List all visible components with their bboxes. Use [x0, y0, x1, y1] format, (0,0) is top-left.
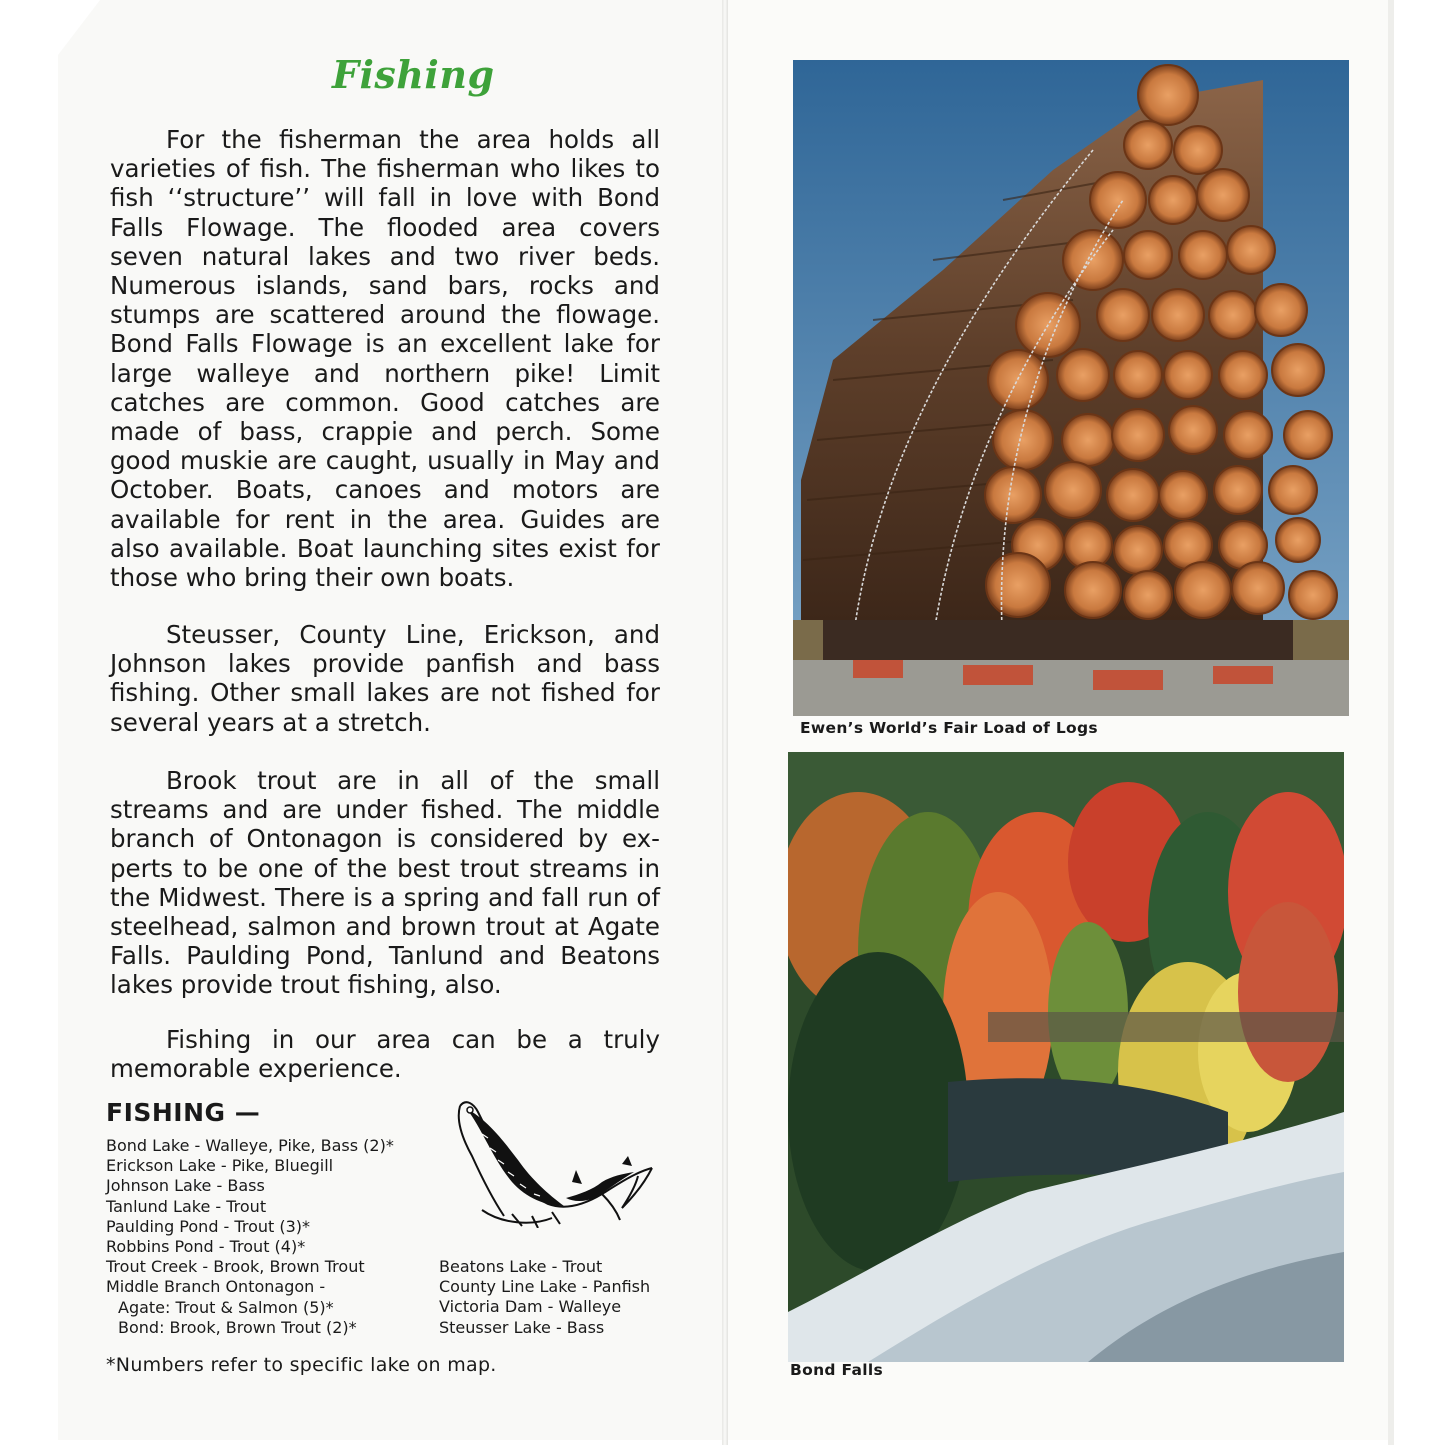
list-item: Tanlund Lake - Trout: [106, 1196, 267, 1216]
paragraph-lakes: Steusser, County Line, Erickson, and Johnson lakes provide panfish and bass fishing. Other small lakes are not fished for several years at a stretch.: [110, 620, 660, 737]
fishing-list-heading: FISHING —: [106, 1098, 261, 1127]
falls-photo: [788, 752, 1344, 1362]
list-item: Trout Creek - Brook, Brown Trout: [106, 1257, 365, 1277]
list-item: Paulding Pond - Trout (3)*: [106, 1216, 311, 1236]
falls-caption: Bond Falls: [790, 1361, 883, 1379]
list-item: Bond Lake - Walleye, Pike, Bass (2)*: [106, 1136, 394, 1155]
list-item: Robbins Pond - Trout (4)*: [106, 1237, 306, 1257]
paragraph-trout: Brook trout are in all of the small streams and are under fished. The middle branch of Ontonagon is considered by ex-perts to be one of the best trout streams in the Midwest. There is a spring and fall run of steelhead, salmon and brown trout at Agate Falls. Paulding Pond, Tanlund and Beatons lakes provide trout fishing, also.: [110, 766, 660, 1000]
footnote: *Numbers refer to specific lake on map.: [106, 1354, 497, 1376]
list-item: Erickson Lake - Pike, Bluegill: [106, 1156, 334, 1176]
page-title: Fishing: [332, 52, 495, 97]
fishing-list-left: [106, 1136, 394, 1338]
leaping-pike-icon: [452, 1098, 657, 1228]
list-item: Johnson Lake - Bass: [106, 1176, 265, 1196]
paragraph-intro: For the fisherman the area holds all varieties of fish. The fisherman who likes to fish ‘‘structure’’ will fall in love with Bond Falls Flowage. The flooded area covers seven natural lakes and two river beds. Numerous islands, sand bars, rocks and stumps are scattered around the flowage. Bond Falls Flowage is an excellent lake for large walleye and northern pike! Limit catches are common. Good catches are made of bass, crappie and perch. Some good muskie are caught, usually in May and October. Boats, canoes and motors are available for rent in the area. Guides are also available. Boat launching sites exist for those who bring their own boats.: [110, 125, 660, 593]
fishing-list-right: [439, 1257, 650, 1338]
list-item: Steusser Lake - Bass: [439, 1317, 605, 1337]
list-item: Victoria Dam - Walleye: [439, 1297, 622, 1317]
list-item: Middle Branch Ontonagon -: [106, 1277, 326, 1297]
page-edge: [1388, 0, 1394, 1445]
paragraph-closing: Fishing in our area can be a truly memorable experience.: [110, 1025, 660, 1084]
list-item: Bond: Brook, Brown Trout (2)*: [118, 1317, 357, 1337]
logs-caption: Ewen’s World’s Fair Load of Logs: [800, 719, 1098, 737]
logs-photo: [793, 60, 1349, 716]
list-item: Agate: Trout & Salmon (5)*: [118, 1297, 334, 1317]
list-item: Beatons Lake - Trout: [439, 1257, 603, 1276]
list-item: County Line Lake - Panfish: [439, 1277, 651, 1297]
